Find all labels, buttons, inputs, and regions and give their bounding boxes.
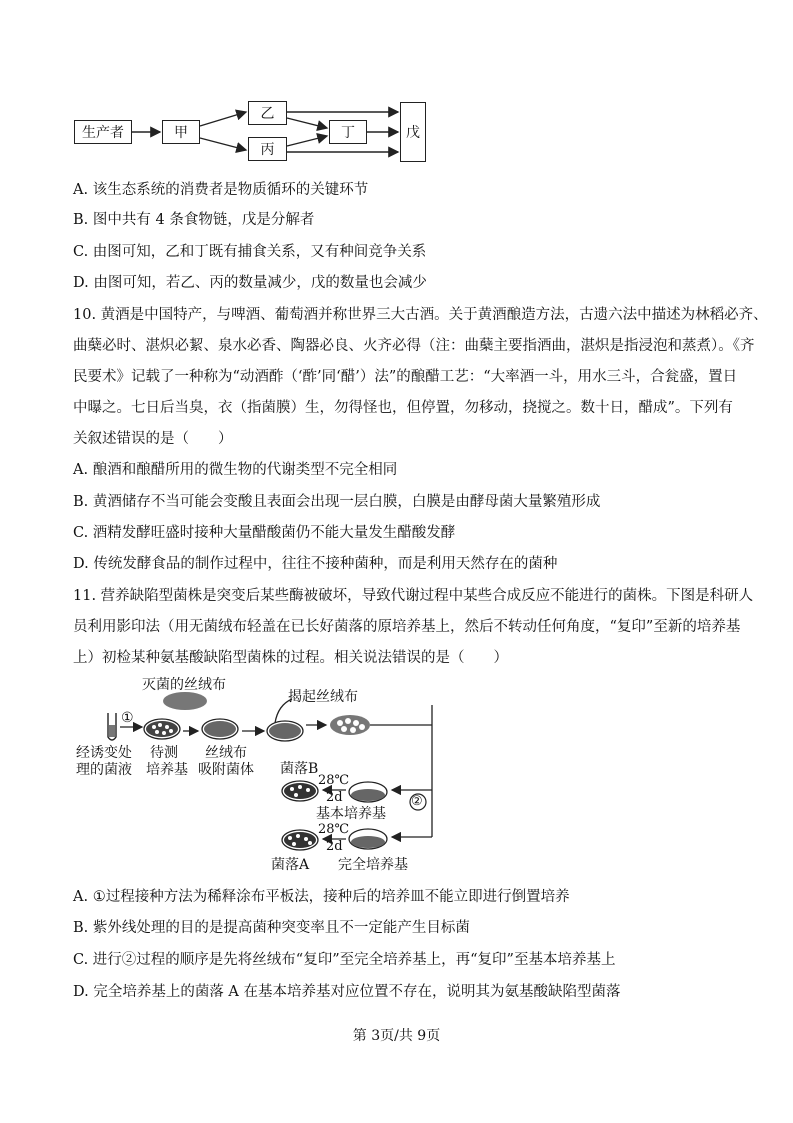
replica-plating-diagram <box>70 675 450 875</box>
q9-option-a: A. 该生态系统的消费者是物质循环的关键环节 <box>73 182 369 198</box>
lift-velvet-label: 揭起丝绒布 <box>288 689 358 705</box>
temp-label-b: 28℃ <box>318 773 350 788</box>
test-medium-label-2: 培养基 <box>146 762 188 778</box>
q11-option-d: D. 完全培养基上的菌落 A 在基本培养基对应位置不存在，说明其为氨基酸缺陷型菌落 <box>73 984 621 1000</box>
q10-stem-line3: 民要术》记载了一种称为“动酒酢（‘酢’同‘醋’）法”的酿醋工艺：“大率酒一斗，用水三斗，合瓮盛，置日 <box>73 369 738 385</box>
velvet-absorb-label-2: 吸附菌体 <box>198 762 254 778</box>
q10-stem-line1: 10. 黄酒是中国特产，与啤酒、葡萄酒并称世界三大古酒。关于黄酒酿造方法，古遗六法中描述为林稻必齐、 <box>73 307 768 323</box>
q10-option-a: A. 酿酒和酿醋所用的微生物的代谢类型不完全相同 <box>73 462 398 478</box>
test-medium-label-1: 待测 <box>150 745 178 761</box>
step1-label: ① <box>121 710 134 726</box>
basic-medium-label: 基本培养基 <box>316 806 386 822</box>
ding-box: 丁 <box>329 120 367 144</box>
jia-box: 甲 <box>162 120 200 144</box>
producer-box: 生产者 <box>74 120 132 144</box>
q10-option-c: C. 酒精发酵旺盛时接种大量醋酸菌仍不能大量发生醋酸发酵 <box>73 525 456 541</box>
q9-option-d: D. 由图可知，若乙、丙的数量减少，戊的数量也会减少 <box>73 275 427 291</box>
q10-stem-line2: 曲蘖必时、湛炽必絜、泉水必香、陶器必良、火齐必得（注：曲蘖主要指酒曲，湛炽是指浸泡和蒸煮）。《齐 <box>73 338 755 354</box>
q11-stem-line1: 11. 营养缺陷型菌株是突变后某些酶被破坏，导致代谢过程中某些合成反应不能进行的菌株。下图是科研人 <box>73 588 754 604</box>
q10-option-b: B. 黄酒储存不当可能会变酸且表面会出现一层白膜，白膜是由酵母菌大量繁殖形成 <box>73 494 601 510</box>
colony-b-label: 菌落B <box>280 761 319 777</box>
colony-a-label: 菌落A <box>271 857 310 873</box>
complete-medium-label: 完全培养基 <box>338 857 408 873</box>
temp-label-a: 28℃ <box>318 822 350 837</box>
mutagen-label-1: 经诱变处 <box>76 745 132 761</box>
yi-box: 乙 <box>248 101 287 125</box>
q11-option-a: A. ①过程接种方法为稀释涂布平板法，接种后的培养皿不能立即进行倒置培养 <box>73 889 570 905</box>
q11-stem-line2: 员利用影印法（用无菌绒布轻盖在已长好菌落的原培养基上，然后不转动任何角度，“复印”至新的培养基 <box>73 619 741 635</box>
sterile-velvet-label: 灭菌的丝绒布 <box>142 677 226 693</box>
step2-label: ② <box>411 794 423 809</box>
bing-box: 丙 <box>248 137 287 161</box>
q10-option-d: D. 传统发酵食品的制作过程中，往往不接种菌种，而是利用天然存在的菌种 <box>73 556 558 572</box>
food-web-diagram <box>70 98 430 168</box>
q9-option-b: B. 图中共有 4 条食物链，戊是分解者 <box>73 212 315 228</box>
time-label-a: 2d <box>326 839 343 854</box>
velvet-absorb-label-1: 丝绒布 <box>205 745 247 761</box>
q9-option-c: C. 由图可知，乙和丁既有捕食关系，又有种间竞争关系 <box>73 244 427 260</box>
page-number: 第 3页/共 9页 <box>352 1028 441 1044</box>
q11-option-c: C. 进行②过程的顺序是先将丝绒布“复印”至完全培养基上，再“复印”至基本培养基上 <box>73 952 616 968</box>
wu-box: 戊 <box>400 102 426 162</box>
mutagen-label-2: 理的菌液 <box>76 762 132 778</box>
time-label-b: 2d <box>326 790 343 805</box>
q11-stem-line3: 上）初检某种氨基酸缺陷型菌株的过程。相关说法错误的是（ ） <box>73 650 508 666</box>
q10-stem-line4: 中曝之。七日后当臭，衣（指菌膜）生，勿得怪也，但停置，勿移动，挠搅之。数十日，醋成”。下列有 <box>73 400 733 416</box>
q11-option-b: B. 紫外线处理的目的是提高菌种突变率且不一定能产生目标菌 <box>73 920 470 936</box>
q10-stem-line5: 关叙述错误的是（ ） <box>73 431 233 447</box>
